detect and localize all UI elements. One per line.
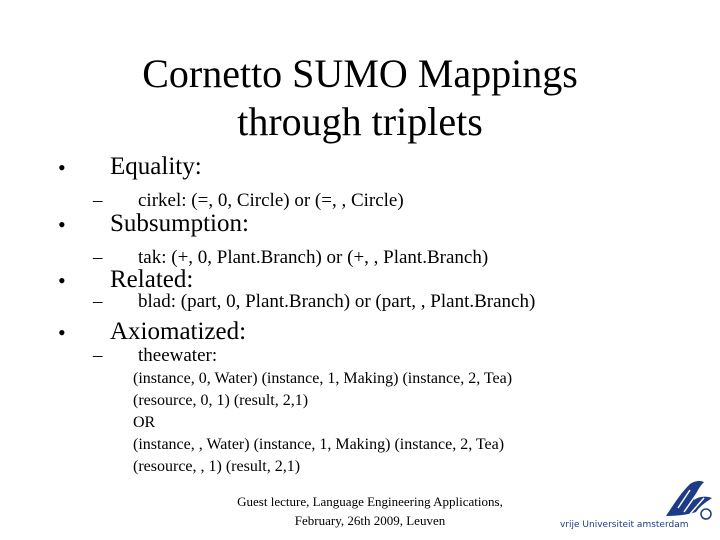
axiom-line-1: (instance, 0, Water) (instance, 1, Making) (instance, 2, Tea) bbox=[133, 370, 513, 387]
axiom-line-or: OR bbox=[133, 414, 156, 431]
title-line-1: Cornetto SUMO Mappings bbox=[142, 51, 578, 96]
axiom-line-2: (resource, 0, 1) (result, 2,1) bbox=[133, 392, 309, 409]
bullet-axiomatized: Axiomatized: bbox=[110, 318, 247, 345]
sub-item-cirkel: cirkel: (=, 0, Circle) or (=, , Circle) bbox=[138, 190, 404, 211]
logo-text: vrije Universiteit amsterdam bbox=[560, 520, 689, 530]
title-line-2: through triplets bbox=[237, 99, 483, 144]
sub-item-tak: tak: (+, 0, Plant.Branch) or (+, , Plant.Branch) bbox=[138, 247, 489, 268]
bullet-related: Related: bbox=[110, 266, 194, 293]
vu-logo bbox=[560, 478, 720, 540]
sub-dash: – bbox=[93, 291, 103, 312]
sub-dash: – bbox=[93, 190, 103, 211]
footer-line-2: February, 26th 2009, Leuven bbox=[294, 513, 446, 528]
bullet-marker: • bbox=[58, 268, 66, 293]
slide-title bbox=[0, 50, 720, 146]
sub-item-theewater: theewater: bbox=[138, 345, 218, 366]
sub-dash: – bbox=[93, 247, 103, 268]
axiom-line-5: (resource, , 1) (result, 2,1) bbox=[133, 458, 301, 475]
axiom-line-4: (instance, , Water) (instance, 1, Making) (instance, 2, Tea) bbox=[133, 436, 505, 453]
bullet-marker: • bbox=[58, 155, 66, 180]
bullet-marker: • bbox=[58, 320, 66, 345]
sub-item-blad: blad: (part, 0, Plant.Branch) or (part, , Plant.Branch) bbox=[138, 291, 536, 312]
slide-footer bbox=[190, 492, 550, 530]
griffin-icon bbox=[660, 478, 716, 520]
bullet-marker: • bbox=[58, 212, 66, 237]
axiom-detail bbox=[133, 368, 512, 478]
sub-dash: – bbox=[93, 345, 103, 366]
bullet-subsumption: Subsumption: bbox=[110, 210, 249, 237]
bullet-equality: Equality: bbox=[110, 153, 202, 180]
footer-line-1: Guest lecture, Language Engineering Applications, bbox=[237, 494, 503, 509]
